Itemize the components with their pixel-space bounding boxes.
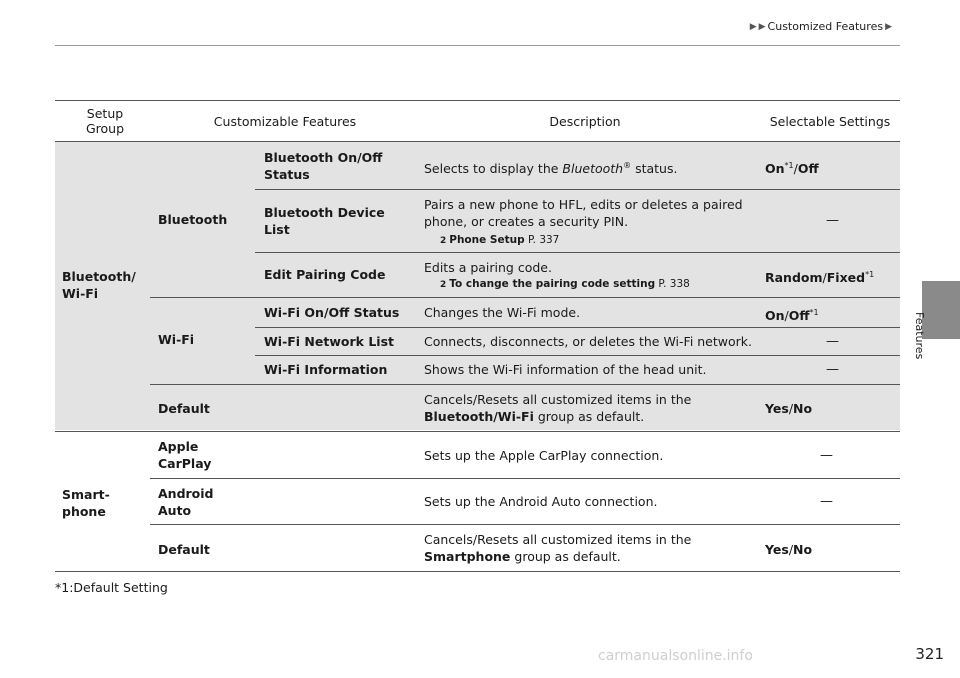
feature-label: Default [158, 542, 210, 557]
reference-arrow-icon: 2 [440, 236, 447, 246]
feature-label: Apple CarPlay [158, 439, 212, 471]
feature-label: Bluetooth On/Off Status [264, 150, 383, 182]
description: Connects, disconnects, or deletes the Wi-Fi network. [424, 334, 752, 349]
row-rule [255, 252, 900, 253]
breadcrumb-label: Customized Features [767, 20, 884, 33]
description: Shows the Wi-Fi information of the head unit. [424, 362, 707, 377]
description: Cancels/Resets all customized items in the Bluetooth/Wi-Fi group as default. [424, 392, 692, 424]
feature-label: Android Auto [158, 486, 214, 518]
section-tab-label: Features [913, 312, 926, 360]
col-header-settings: Selectable Settings [769, 114, 891, 129]
feature-label: Wi-Fi Information [264, 362, 388, 377]
setting-value: On/Off$^{*1}$ [765, 308, 819, 324]
setting-value: — [820, 494, 833, 509]
feature-label: Bluetooth Device List [264, 205, 385, 237]
col-header-feature: Customizable Features [213, 114, 357, 129]
header-rule [55, 45, 900, 46]
reference-arrow-icon: 2 [440, 280, 447, 290]
subgroup-bluetooth: Bluetooth [158, 212, 228, 227]
setting-value: Random/Fixed$^{*1}$ [765, 270, 875, 286]
description: Edits a pairing code. [424, 260, 552, 275]
setting-value: — [820, 448, 833, 463]
col-header-group: Setup Group [85, 106, 125, 136]
description: Sets up the Apple CarPlay connection. [424, 448, 664, 463]
row-rule [150, 297, 900, 298]
row-rule [150, 524, 900, 525]
subgroup-wifi: Wi-Fi [158, 332, 195, 347]
setting-value: Yes/No [765, 542, 813, 557]
row-rule [150, 384, 900, 385]
feature-label: Edit Pairing Code [264, 267, 386, 282]
feature-label: Default [158, 401, 210, 416]
group-bluetooth-wifi: Bluetooth/ Wi-Fi [62, 269, 136, 301]
cross-reference[interactable]: 2 Phone Setup P. 337 [440, 234, 560, 246]
breadcrumb [750, 20, 892, 33]
group-smartphone: Smart- phone [62, 487, 110, 519]
watermark: carmanualsonline.info [598, 648, 753, 664]
page-number: 321 [915, 645, 944, 663]
feature-label: Wi-Fi On/Off Status [264, 305, 400, 320]
group-rule [55, 431, 900, 432]
table-top-rule [55, 100, 900, 101]
col-header-description: Description [549, 114, 621, 129]
row-rule [255, 327, 900, 328]
row-rule [255, 189, 900, 190]
description: Cancels/Resets all customized items in the Smartphone group as default. [424, 532, 692, 564]
cross-reference[interactable]: 2 To change the pairing code setting P. 338 [440, 278, 690, 290]
description: Pairs a new phone to HFL, edits or deletes a paired phone, or creates a security PIN. [424, 197, 743, 229]
description: Selects to display the Bluetooth® status. [424, 161, 678, 177]
description: Sets up the Android Auto connection. [424, 494, 658, 509]
arrow-icon: ▶ [749, 21, 757, 32]
setting-value: — [826, 334, 839, 349]
setting-value: On$^{*1}$/Off [765, 161, 819, 177]
row-rule [255, 355, 900, 356]
setting-value: — [826, 213, 839, 228]
section-tab [922, 281, 960, 339]
footnote: *1:Default Setting [55, 580, 168, 595]
arrow-icon: ▶ [758, 21, 766, 32]
setting-value: — [826, 362, 839, 377]
table-bottom-rule [55, 571, 900, 572]
row-rule [150, 478, 900, 479]
feature-label: Wi-Fi Network List [264, 334, 394, 349]
description: Changes the Wi-Fi mode. [424, 305, 581, 320]
setting-value: Yes/No [765, 401, 813, 416]
arrow-icon: ▶ [885, 21, 892, 32]
